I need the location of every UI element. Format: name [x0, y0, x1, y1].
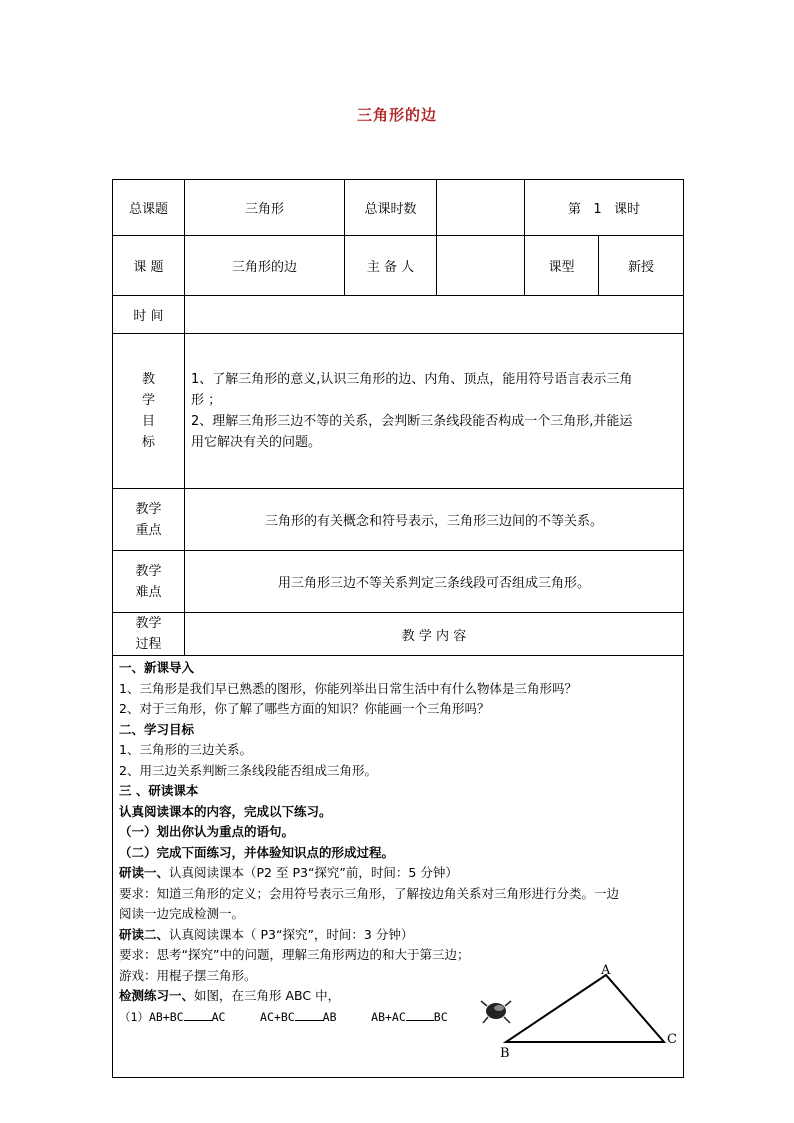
expr-3: AB+AC [371, 1009, 406, 1024]
expr-1: AB+BC [148, 1009, 184, 1024]
content-line: 一、新课导入 [119, 660, 195, 675]
answer-blank-3[interactable] [406, 1008, 434, 1021]
objective-line: 形 ； [191, 393, 222, 408]
topic-value: 三角形的边 [185, 236, 345, 296]
triangle-shape [506, 975, 664, 1042]
total-hours-value [437, 180, 525, 236]
content-line: 二、学习目标 [119, 721, 195, 737]
vertex-c-label: C [667, 1032, 677, 1047]
answer-blank-2[interactable] [295, 1008, 323, 1021]
objective-line: 2、理解三角形三边不等的关系，会判断三条线段能否构成一个三角形,并能运 [191, 414, 633, 429]
study2-game: 游戏：用棍子摆三角形。 [119, 967, 257, 983]
objective-line: 用它解决有关的问题。 [191, 435, 322, 450]
study2-text: 认真阅读课本（ P3“探究”，时间：3 分钟） [169, 926, 414, 942]
total-topic-value: 三角形 [185, 180, 345, 236]
lesson-plan-table [112, 179, 684, 1078]
lesson-number-prefix: 第 [567, 202, 581, 217]
check1-text: 如图，在三角形 ABC 中， [194, 988, 341, 1003]
content-line: 2、对于三角形，你了解了哪些方面的知识？你能画一个三角形吗？ [119, 701, 490, 716]
content-line: 三 、研读课本 [119, 783, 199, 798]
total-hours-label: 总课时数 [345, 180, 437, 236]
content-line: 2、用三边关系判断三条线段能否组成三角形。 [119, 762, 377, 778]
question-prefix: （1） [119, 1009, 149, 1024]
key-points-label [113, 489, 185, 551]
content-line: （二）完成下面练习，并体验知识点的形成过程。 [119, 844, 395, 860]
compare-1: AC [211, 1009, 226, 1024]
key-points-label-line: 重点 [135, 522, 162, 538]
lesson-number [525, 180, 684, 236]
triangle-abc-figure [475, 964, 685, 1079]
difficulties-text: 用三角形三边不等关系判定三条线段可否组成三角形。 [185, 551, 684, 613]
objective-line: 1、了解三角形的意义,认识三角形的边、内角、顶点，能用符号语言表示三角 [191, 372, 633, 387]
content-line: 1、三角形是我们早已熟悉的图形，你能列举出日常生活中有什么物体是三角形吗？ [119, 680, 577, 696]
type-value: 新授 [599, 236, 684, 296]
check1-label: 检测练习一、 [119, 988, 195, 1003]
objectives-label-char: 标 [141, 435, 155, 450]
process-heading: 教 学 内 容 [185, 613, 684, 656]
content-line: 认真阅读课本的内容，完成以下练习。 [119, 803, 332, 819]
type-label: 课型 [525, 236, 599, 296]
teaching-content [113, 656, 684, 1078]
lesson-number-value: 1 [593, 202, 602, 217]
process-label [113, 613, 185, 656]
study1-req2: 阅读一边完成检测一。 [119, 906, 245, 921]
total-topic-label: 总课题 [113, 180, 185, 236]
vertex-a-label: A [601, 964, 611, 978]
study1-text: 认真阅读课本（P2 至 P3“探究”前，时间：5 分钟） [169, 865, 458, 880]
preparer-label: 主 备 人 [345, 236, 437, 296]
content-line: （一）划出你认为重点的语句。 [119, 824, 295, 839]
objectives-label [113, 334, 185, 489]
time-label: 时 间 [113, 296, 185, 334]
preparer-value [437, 236, 525, 296]
difficulties-label-line: 难点 [135, 584, 162, 600]
page-title: 三角形的边 [356, 106, 437, 124]
vertex-b-label: B [500, 1046, 510, 1061]
study2-line [119, 925, 677, 946]
study2-req: 要求：思考“探究”中的问题，理解三角形两边的和大于第三边； [119, 947, 470, 962]
objectives-label-char: 教 [141, 372, 155, 387]
key-points-text: 三角形的有关概念和符号表示，三角形三边间的不等关系。 [185, 489, 684, 551]
topic-label: 课 题 [113, 236, 185, 296]
process-label-line: 过程 [135, 637, 162, 652]
content-line: 1、三角形的三边关系。 [119, 742, 252, 757]
study1-req1: 要求：知道三角形的定义；会用符号表示三角形，了解按边角关系对三角形进行分类。一边 [119, 885, 620, 901]
study2-label: 研读二、 [119, 926, 170, 942]
difficulties-label-line: 教学 [135, 563, 162, 579]
bug-icon [481, 1001, 511, 1023]
objectives-text [185, 334, 684, 489]
time-value [185, 296, 684, 334]
objectives-label-char: 学 [141, 393, 155, 408]
objectives-label-char: 目 [141, 414, 155, 429]
compare-2: AB [322, 1009, 337, 1024]
difficulties-label [113, 551, 185, 613]
study1-line [119, 863, 677, 884]
compare-3: BC [433, 1009, 448, 1024]
process-label-line: 教学 [135, 616, 162, 631]
expr-2: AC+BC [260, 1009, 295, 1024]
lesson-number-suffix: 课时 [614, 202, 641, 217]
answer-blank-1[interactable] [184, 1008, 212, 1021]
key-points-label-line: 教学 [135, 501, 162, 517]
study1-label: 研读一、 [119, 865, 170, 880]
